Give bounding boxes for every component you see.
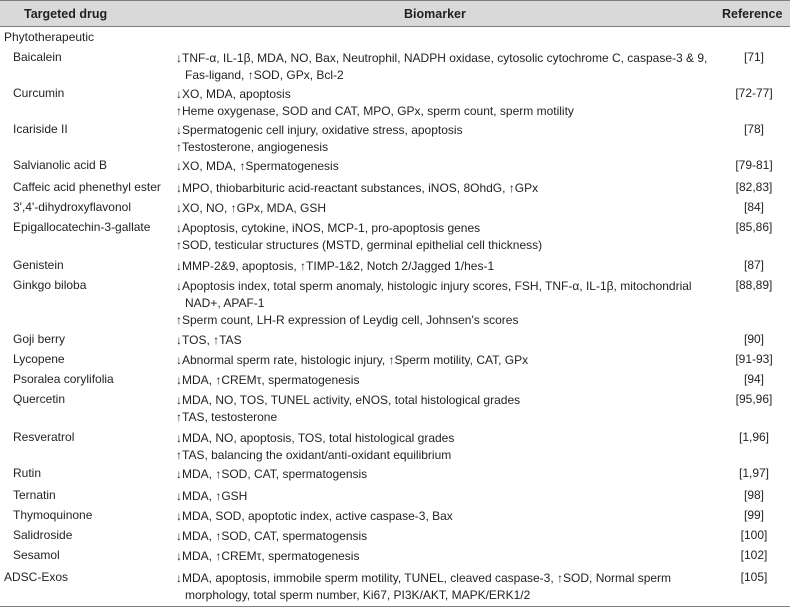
biomarker-line: morphology, total sperm number, Ki67, PI3K/AKT, MAPK/ERK1/2 xyxy=(185,588,531,602)
targeted-drug-cell: Lycopene xyxy=(13,352,65,366)
biomarker-line: ↓TOS, ↑TAS xyxy=(176,333,242,347)
reference-cell: [91-93] xyxy=(735,352,773,366)
targeted-drug-cell: Caffeic acid phenethyl ester xyxy=(13,180,161,194)
biomarker-cell xyxy=(176,488,716,505)
reference-cell: [98] xyxy=(743,488,764,502)
reference-cell: [87] xyxy=(743,258,764,272)
reference-cell: [79-81] xyxy=(735,158,773,172)
targeted-drug-cell: Baicalein xyxy=(13,50,62,64)
targeted-drug-cell: Resveratrol xyxy=(13,430,75,444)
biomarker-cell xyxy=(176,332,716,349)
biomarker-cell xyxy=(176,392,716,426)
biomarker-line: ↓MDA, ↑CREMτ, spermatogenesis xyxy=(176,373,360,387)
reference-cell: [84] xyxy=(743,200,764,214)
biomarker-cell xyxy=(176,548,716,565)
biomarker-line: ↓MDA, NO, TOS, TUNEL activity, eNOS, total histological grades xyxy=(176,393,521,407)
biomarker-cell xyxy=(176,180,716,197)
reference-cell: [102] xyxy=(740,548,768,562)
biomarker-cell xyxy=(176,352,716,369)
targeted-drug-cell: Goji berry xyxy=(13,332,66,346)
biomarker-line: ↓MDA, ↑CREMτ, spermatogenesis xyxy=(176,549,360,563)
targeted-drug-cell: Genistein xyxy=(13,258,64,272)
biomarker-cell xyxy=(176,122,716,156)
biomarker-line: ↑SOD, testicular structures (MSTD, germinal epithelial cell thickness) xyxy=(176,238,543,252)
biomarker-cell xyxy=(176,278,716,329)
biomarker-cell xyxy=(176,508,716,525)
biomarker-line: ↓MDA, ↑SOD, CAT, spermatogensis xyxy=(176,529,368,543)
biomarker-line: ↑Heme oxygenase, SOD and CAT, MPO, GPx, sperm count, sperm motility xyxy=(176,104,574,118)
reference-cell: [1,97] xyxy=(738,466,770,480)
biomarker-cell xyxy=(176,50,716,84)
biomarker-line: Fas-ligand, ↑SOD, GPx, Bcl-2 xyxy=(185,68,344,82)
targeted-drug-cell: Curcumin xyxy=(13,86,65,100)
biomarker-cell xyxy=(176,220,716,254)
biomarker-line: ↓XO, NO, ↑GPx, MDA, GSH xyxy=(176,201,327,215)
reference-cell: [85,86] xyxy=(735,220,773,234)
targeted-drug-cell: Rutin xyxy=(13,466,42,480)
header-targeted-drug: Targeted drug xyxy=(24,7,108,21)
biomarker-cell xyxy=(176,372,716,389)
biomarker-line: ↓MDA, SOD, apoptotic index, active caspase-3, Bax xyxy=(176,509,453,523)
biomarker-line: ↓Apoptosis, cytokine, iNOS, MCP-1, pro-apoptosis genes xyxy=(176,221,481,235)
section-label: Phytotherapeutic xyxy=(4,30,95,44)
biomarker-cell xyxy=(176,158,716,175)
biomarker-cell xyxy=(176,570,716,604)
targeted-drug-cell: Icariside II xyxy=(13,122,68,136)
biomarker-cell xyxy=(176,430,716,464)
reference-cell: [88,89] xyxy=(735,278,773,292)
reference-cell: [94] xyxy=(743,372,764,386)
targeted-drug-cell: Salidroside xyxy=(13,528,73,542)
biomarker-line: ↓Apoptosis index, total sperm anomaly, histologic injury scores, FSH, TNF-α, IL-1β, mitochondrial xyxy=(176,279,692,293)
biomarker-line: ↓MDA, ↑SOD, CAT, spermatogensis xyxy=(176,467,368,481)
header-biomarker: Biomarker xyxy=(404,7,466,21)
reference-cell: [71] xyxy=(743,50,764,64)
table-header xyxy=(0,0,790,27)
reference-cell: [105] xyxy=(740,570,768,584)
reference-cell: [78] xyxy=(743,122,764,136)
targeted-drug-cell: 3',4'-dihydroxyflavonol xyxy=(13,200,131,214)
targeted-drug-cell: Epigallocatechin-3-gallate xyxy=(13,220,151,234)
reference-cell: [82,83] xyxy=(735,180,773,194)
targeted-drug-cell: Sesamol xyxy=(13,548,60,562)
biomarker-line: ↑TAS, testosterone xyxy=(176,410,278,424)
biomarker-line: ↓MPO, thiobarbituric acid-reactant substances, iNOS, 8OhdG, ↑GPx xyxy=(176,181,539,195)
biomarker-cell xyxy=(176,200,716,217)
biomarker-line: ↓MDA, apoptosis, immobile sperm motility, TUNEL, cleaved caspase-3, ↑SOD, Normal sperm xyxy=(176,571,672,585)
biomarker-cell xyxy=(176,528,716,545)
biomarker-line: ↓TNF-α, IL-1β, MDA, NO, Bax, Neutrophil, NADPH oxidase, cytosolic cytochrome C, caspase-3 & 9, xyxy=(176,51,708,65)
biomarker-line: ↑TAS, balancing the oxidant/anti-oxidant equilibrium xyxy=(176,448,452,462)
biomarker-line: ↓MDA, ↑GSH xyxy=(176,489,248,503)
biomarker-line: ↓MDA, NO, apoptosis, TOS, total histological grades xyxy=(176,431,455,445)
targeted-drug-cell: Quercetin xyxy=(13,392,66,406)
targeted-drug-cell: Psoralea corylifolia xyxy=(13,372,114,386)
biomarker-line: ↓XO, MDA, apoptosis xyxy=(176,87,291,101)
targeted-drug-cell: ADSC-Exos xyxy=(4,570,69,584)
targeted-drug-cell: Ginkgo biloba xyxy=(13,278,87,292)
biomarker-line: ↓XO, MDA, ↑Spermatogenesis xyxy=(176,159,339,173)
biomarker-line: ↓Abnormal sperm rate, histologic injury, ↑Sperm motility, CAT, GPx xyxy=(176,353,529,367)
biomarker-cell xyxy=(176,86,716,120)
biomarker-line: ↓MMP-2&9, apoptosis, ↑TIMP-1&2, Notch 2/Jagged 1/hes-1 xyxy=(176,259,495,273)
biomarker-line: ↓Spermatogenic cell injury, oxidative stress, apoptosis xyxy=(176,123,463,137)
reference-cell: [100] xyxy=(740,528,768,542)
header-reference: Reference xyxy=(722,7,783,21)
targeted-drug-cell: Thymoquinone xyxy=(13,508,93,522)
biomarker-line: ↑Sperm count, LH-R expression of Leydig cell, Johnsen's scores xyxy=(176,313,519,327)
reference-cell: [1,96] xyxy=(738,430,770,444)
targeted-drug-cell: Ternatin xyxy=(13,488,56,502)
biomarker-line: ↑Testosterone, angiogenesis xyxy=(176,140,329,154)
reference-cell: [95,96] xyxy=(735,392,773,406)
reference-cell: [99] xyxy=(743,508,764,522)
biomarker-cell xyxy=(176,258,716,275)
reference-cell: [90] xyxy=(743,332,764,346)
biomarker-line: NAD+, APAF-1 xyxy=(185,296,265,310)
targeted-drug-cell: Salvianolic acid B xyxy=(13,158,108,172)
biomarker-cell xyxy=(176,466,716,483)
bottom-rule xyxy=(0,606,790,607)
reference-cell: [72-77] xyxy=(735,86,773,100)
